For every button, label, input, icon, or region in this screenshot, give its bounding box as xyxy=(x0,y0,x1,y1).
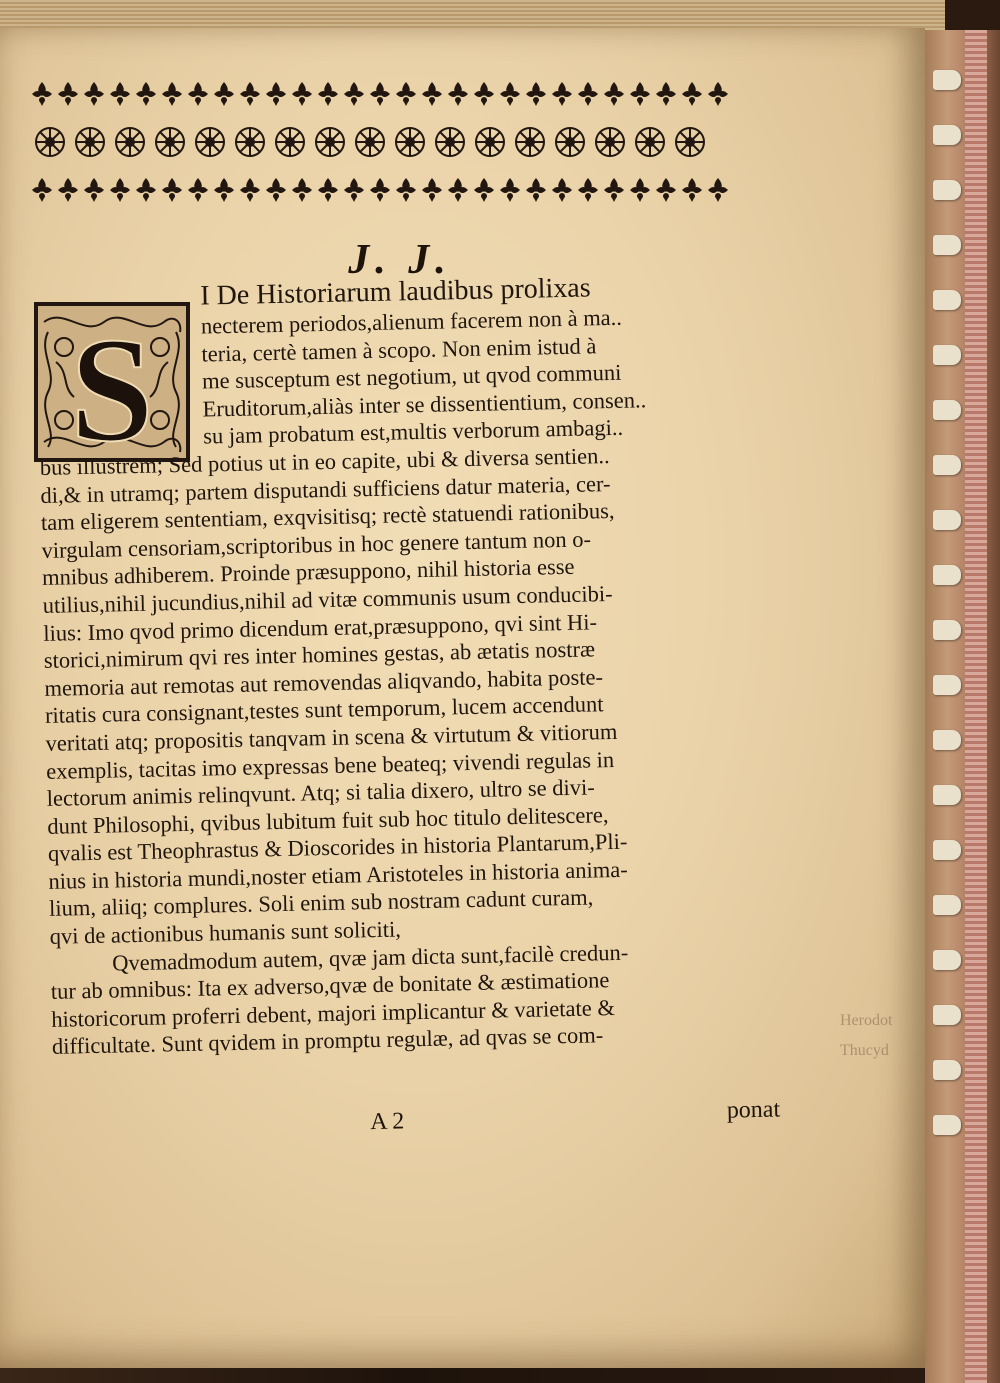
text-line: tur ab omnibus: Ita ex adverso,qvæ de bonitate & æstimatione xyxy=(50,967,610,1005)
fore-edge-gilding xyxy=(965,30,987,1383)
text-line: su jam probatum est,multis verborum ambagi.. xyxy=(202,415,624,449)
thumb-tab[interactable] xyxy=(933,1115,961,1135)
text-line: lectorum animis relinqvunt. Atq; si talia dixero, ultro se divi- xyxy=(46,774,595,811)
paragraph-start: Qvemadmodum autem, qvæ jam dicta sunt,facilè credun- xyxy=(111,939,629,976)
thumb-tab[interactable] xyxy=(933,950,961,970)
text-line: virgulam censoriam,scriptoribus in hoc genere tantum non o- xyxy=(41,526,592,563)
text-line: bus illustrem; Sed potius ut in eo capite, ubi & diversa sentien.. xyxy=(39,442,610,480)
text-line: Eruditorum,aliàs inter se dissentientium, consen.. xyxy=(202,387,647,422)
thumb-tab[interactable] xyxy=(933,180,961,200)
text-line: I De Historiarum laudibus prolixas xyxy=(199,272,591,312)
thumb-tab[interactable] xyxy=(933,565,961,585)
text-line: dunt Philosophi, qvibus lubitum fuit sub hoc titulo delitescere, xyxy=(47,801,609,839)
signature-mark: A 2 xyxy=(370,1108,405,1136)
text-line: qvalis est Theophrastus & Dioscorides in historia Plantarum,Pli- xyxy=(47,829,628,867)
fore-edge xyxy=(925,30,1000,1383)
body-text xyxy=(36,269,760,1061)
ornament-band xyxy=(28,72,730,212)
section-heading: J. J. xyxy=(348,237,452,283)
text-line: nius in historia mundi,noster etiam Aristoteles in historia anima- xyxy=(48,856,628,894)
text-line: teria, certè tamen à scopo. Non enim istud à xyxy=(201,332,597,367)
text-line: mnibus adhiberem. Proinde præsuppono, nihil historia esse xyxy=(41,554,575,591)
thumb-tab[interactable] xyxy=(933,510,961,530)
text-line: me susceptum est negotium, ut qvod communi xyxy=(201,359,622,394)
drop-cap-letter: S xyxy=(70,307,154,462)
text-line: veritati atq; propositis tanqvam in scena & virtutum & vitiorum xyxy=(45,718,618,756)
thumb-tab[interactable] xyxy=(933,400,961,420)
text-line: necterem periodos,alienum facerem non à ma.. xyxy=(200,304,623,339)
thumb-tab[interactable] xyxy=(933,1060,961,1080)
text-line: difficultate. Sunt qvidem in promptu regulæ, ad qvas se com- xyxy=(51,1022,604,1060)
show-through-text: Herodot xyxy=(840,1012,893,1029)
text-line: ritatis cura consignant,testes sunt temporum, lucem accendunt xyxy=(44,691,604,729)
thumb-tab[interactable] xyxy=(933,1005,961,1025)
text-line: utilius,nihil jucundius,nihil ad vitæ communis usum conducibi- xyxy=(42,580,613,618)
thumb-tab[interactable] xyxy=(933,730,961,750)
thumb-tab[interactable] xyxy=(933,455,961,475)
text-line: di,& in utramq; partem disputandi sufficiens datur materia, cer- xyxy=(40,470,611,508)
text-line: memoria aut remotas aut removendas aliqvando, habita poste- xyxy=(44,663,604,701)
thumb-tab[interactable] xyxy=(933,70,961,90)
thumb-tab[interactable] xyxy=(933,235,961,255)
text-line: lium, aliiq; complures. Soli enim sub nostram cadunt curam, xyxy=(48,884,594,922)
text-line: exemplis, tacitas imo expressas bene beateq; vivendi regulas in xyxy=(45,746,615,784)
thumb-tab[interactable] xyxy=(933,675,961,695)
text-line: qvi de actionibus humanis sunt soliciti, xyxy=(49,916,402,949)
text-line: lius: Imo qvod primo dicendum erat,præsuppono, qvi sint Hi- xyxy=(43,608,598,646)
text-line: tam eligerem sententiam, exqvisitisq; rectè statuendi rationibus, xyxy=(40,498,615,536)
thumb-tab[interactable] xyxy=(933,620,961,640)
thumb-tab[interactable] xyxy=(933,290,961,310)
thumb-tab[interactable] xyxy=(933,840,961,860)
thumb-tab[interactable] xyxy=(933,895,961,915)
text-line: historicorum proferri debent, majori implicantur & varietate & xyxy=(51,994,616,1032)
text-line: storici,nimirum qvi res inter homines gestas, ab ætatis nostræ xyxy=(43,636,596,674)
catchword: ponat xyxy=(726,1096,781,1124)
thumb-tab[interactable] xyxy=(933,125,961,145)
thumb-tab[interactable] xyxy=(933,785,961,805)
thumb-tab[interactable] xyxy=(933,345,961,365)
show-through-text: Thucyd xyxy=(840,1042,889,1059)
